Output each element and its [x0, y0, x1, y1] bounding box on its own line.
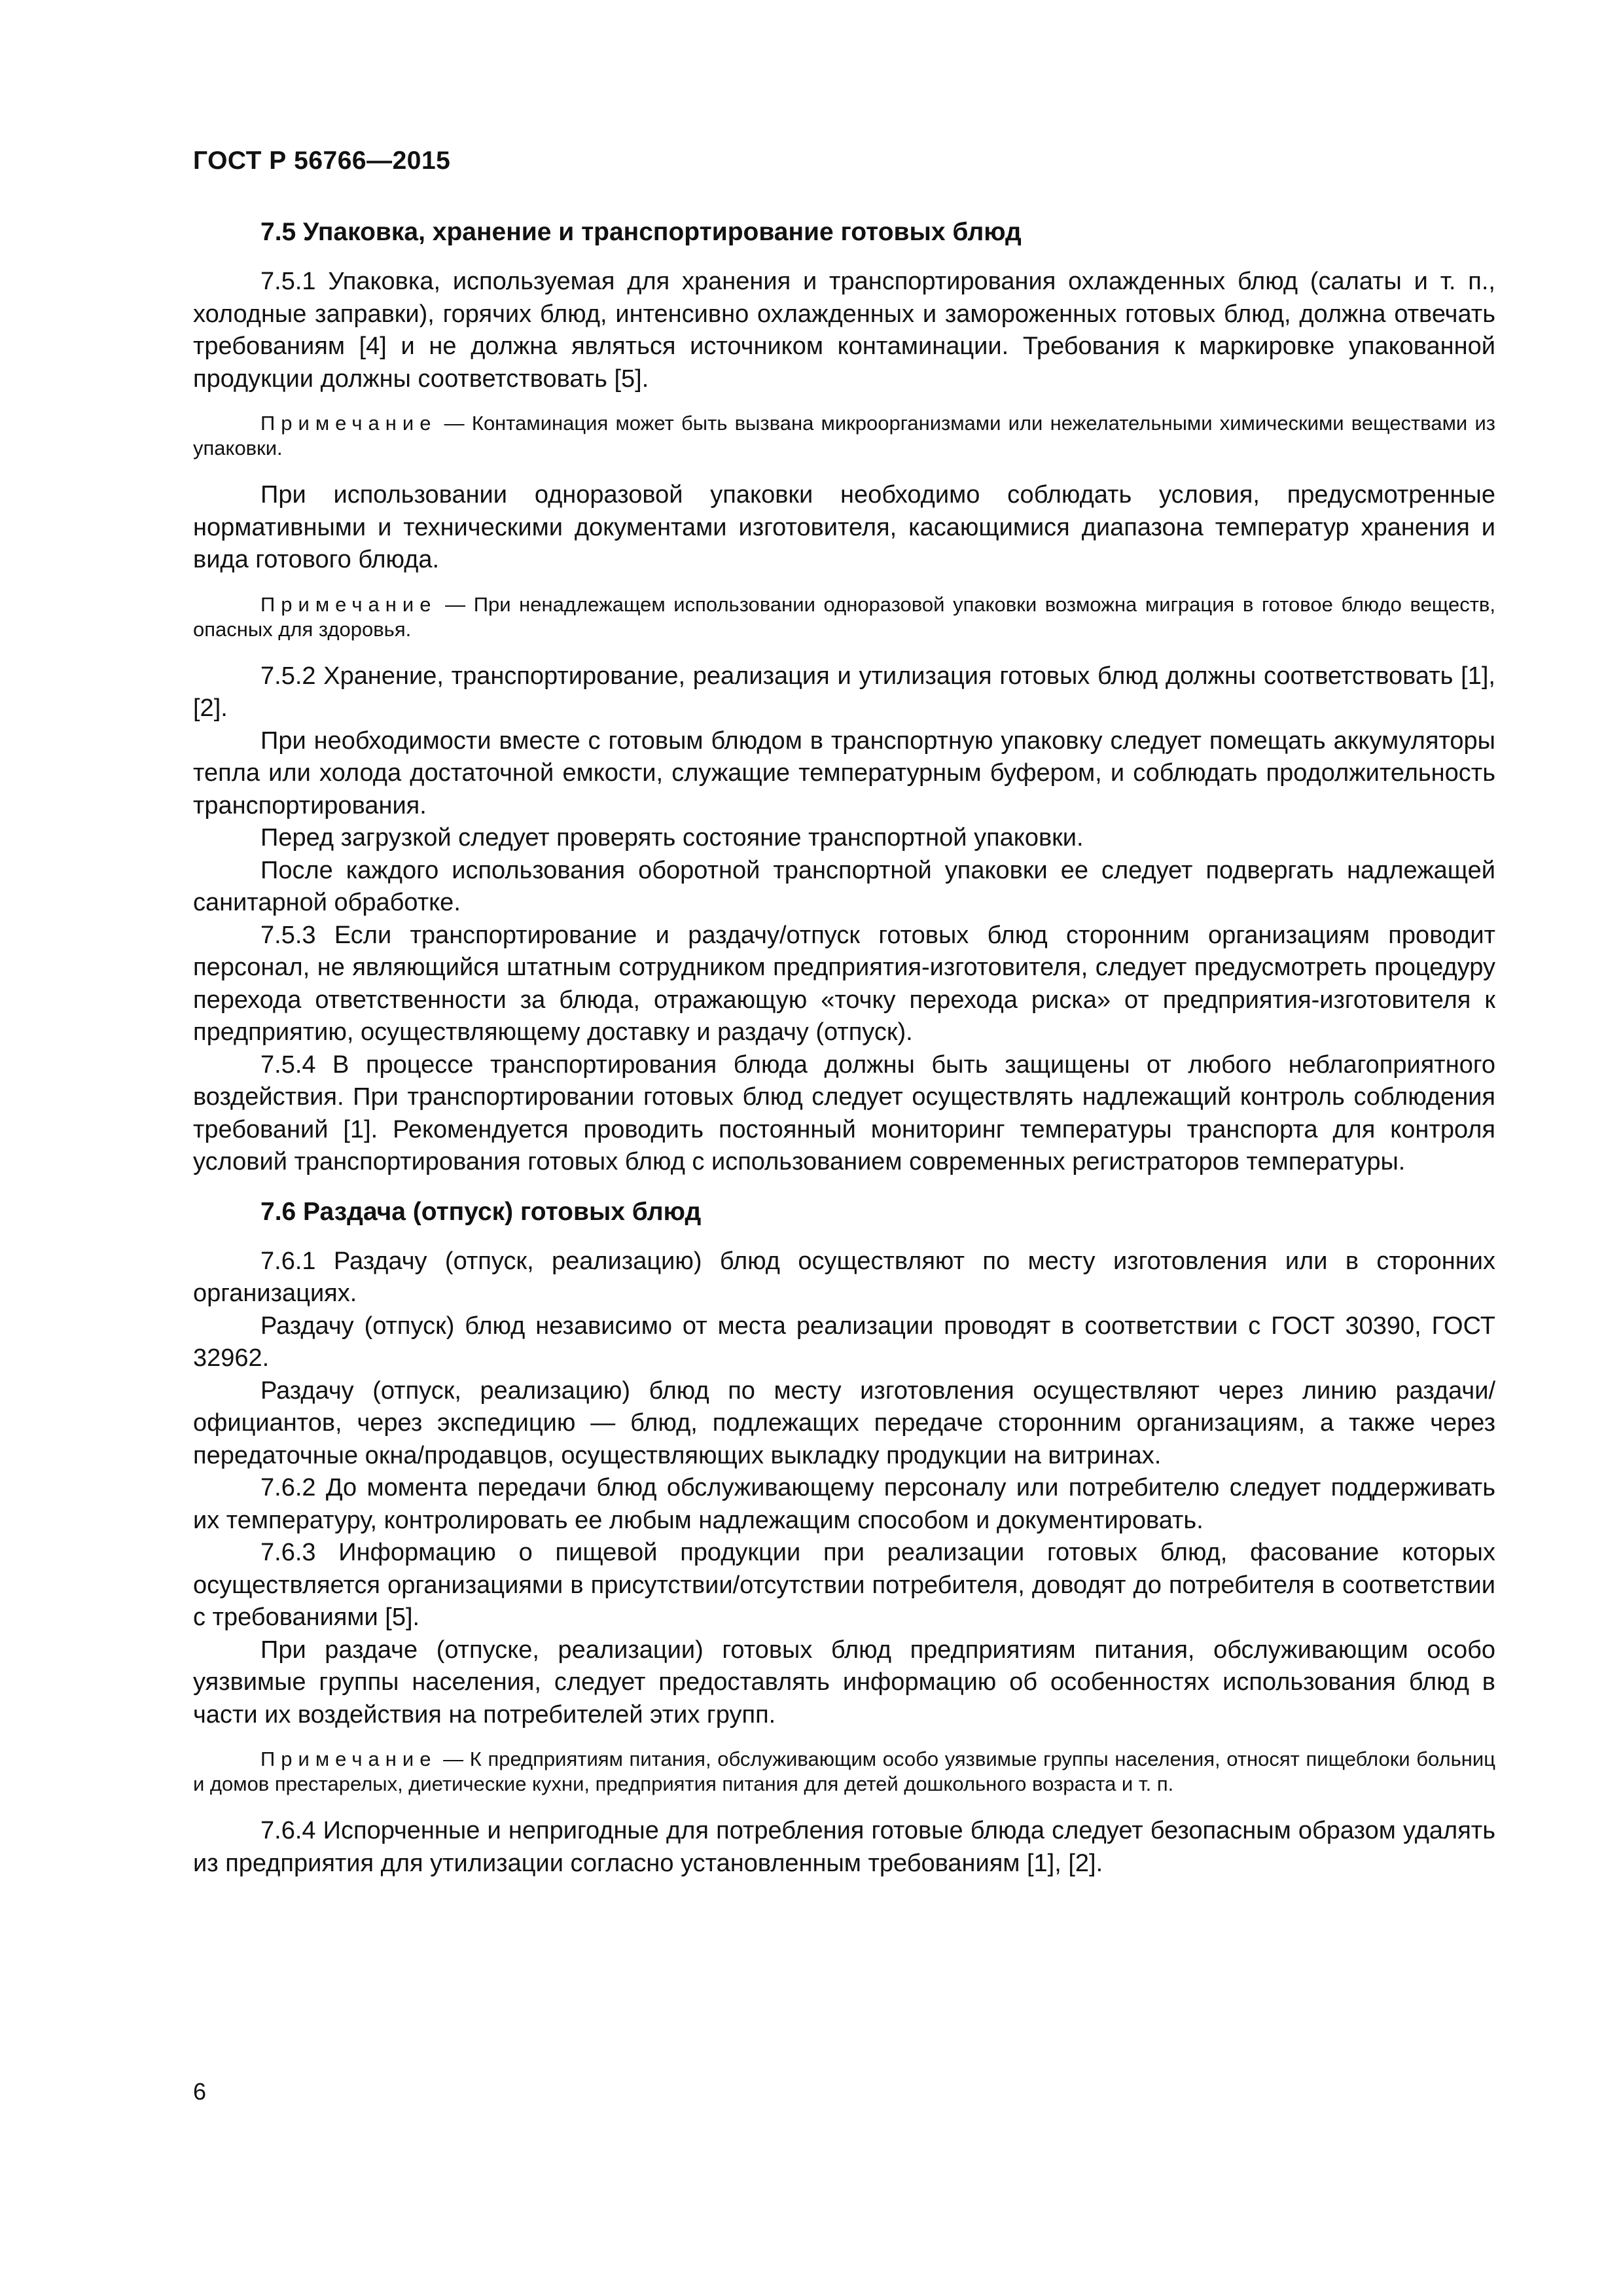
paragraph-check-packaging: Перед загрузкой следует проверять состояние транспортной упаковки. — [260, 824, 1084, 852]
page-number: 6 — [193, 2078, 207, 2105]
paragraph-7-5-4: 7.5.4 В процессе транспортирования блюда должны быть защищены от любого неблагоприятного воздействия. При транспортировании готовых блюд следует осуществлять надлежащий контроль соблюдения требований [1]. Рекомендуется проводить постоянный мониторинг температуры транспорта для контроля условий транспортирования готовых блюд с использованием современных регистраторов температуры. — [193, 1050, 1495, 1175]
paragraph-7-6-4: 7.6.4 Испорченные и непригодные для потребления готовые блюда следует безопасным образом удалять из предприятия для утилизации согласно установленным требованиям [1], [2]. — [193, 1817, 1495, 1877]
paragraph-gost-reference: Раздачу (отпуск) блюд независимо от места реализации проводят в соответствии с ГОСТ 30390, ГОСТ 32962. — [193, 1312, 1495, 1372]
note-catering-enterprises — [193, 1747, 1495, 1797]
note-migration — [193, 592, 1495, 642]
document-header: ГОСТ Р 56766—2015 — [193, 147, 451, 175]
paragraph-sanitary-treatment: После каждого использования оборотной транспортной упаковки ее следует подвергать надлежащей санитарной обработке. — [193, 856, 1495, 916]
note-contamination — [193, 411, 1495, 461]
paragraph-7-6-3: 7.6.3 Информацию о пищевой продукции при реализации готовых блюд, фасование которых осуществляется организациями в присутствии/отсутствии потребителя, доводят до потребителя в соответствии с требованиями [5]. — [193, 1539, 1495, 1631]
note-label: Примечание — [260, 592, 437, 616]
document-body — [193, 216, 1495, 1880]
paragraph-vulnerable-groups: При раздаче (отпуске, реализации) готовых блюд предприятиям питания, обслуживающим особо уязвимые группы населения, следует предоставлять информацию об особенностях использования блюд в части их воздействия на потребителей этих групп. — [193, 1636, 1495, 1729]
paragraph-7-6-2: 7.6.2 До момента передачи блюд обслуживающему персоналу или потребителю следует поддерживать их температуру, контролировать ее любым надлежащим способом и документировать. — [193, 1474, 1495, 1534]
paragraph-7-6-1: 7.6.1 Раздачу (отпуск, реализацию) блюд осуществляют по месту изготовления или в сторонних организациях. — [193, 1247, 1495, 1307]
note-text: — Контаминация может быть вызвана микроорганизмами или нежелательными химическими веществами из упаковки. — [193, 412, 1495, 459]
paragraph-7-5-2: 7.5.2 Хранение, транспортирование, реализация и утилизация готовых блюд должны соответствовать [1], [2]. — [193, 662, 1495, 722]
note-label: Примечание — [260, 412, 437, 435]
paragraph-serving-line: Раздачу (отпуск, реализацию) блюд по месту изготовления осуществляют через линию раздачи/официантов, через экспедицию — блюд, подлежащих передаче сторонним организациям, а также через передаточные окна/продавцов, осуществляющих выкладку продукции на витринах. — [193, 1376, 1495, 1469]
paragraph-7-5-3: 7.5.3 Если транспортирование и раздачу/отпуск готовых блюд сторонним организациям проводит персонал, не являющийся штатным сотрудником предприятия-изготовителя, следует предусмотреть процедуру перехода ответственности за блюда, отражающую «точку перехода риска» от предприятия-изготовителя к предприятию, осуществляющему доставку и раздачу (отпуск). — [193, 921, 1495, 1046]
section-7-6-title: 7.6 Раздача (отпуск) готовых блюд — [260, 1197, 702, 1226]
note-text: — К предприятиям питания, обслуживающим особо уязвимые группы населения, относят пищеблоки больниц и домов престарелых, диетические кухни, предприятия питания для детей дошкольного возраста и т. п. — [193, 1748, 1495, 1795]
section-7-5-title: 7.5 Упаковка, хранение и транспортирование готовых блюд — [260, 218, 1022, 246]
paragraph-7-5-1: 7.5.1 Упаковка, используемая для хранения и транспортирования охлажденных блюд (салаты и т. п., холодные заправки), горячих блюд, интенсивно охлажденных и замороженных готовых блюд, должна отвечать требованиям [4] и не должна являться источником контаминации. Требования к маркировке упакованной продукции должны соответствовать [5]. — [193, 268, 1495, 393]
paragraph-disposable-packaging: При использовании одноразовой упаковки необходимо соблюдать условия, предусмотренные нормативными и техническими документами изготовителя, касающимися диапазона температур хранения и вида готового блюда. — [193, 481, 1495, 573]
note-label: Примечание — [260, 1748, 437, 1770]
paragraph-heat-accumulators: При необходимости вместе с готовым блюдом в транспортную упаковку следует помещать аккумуляторы тепла или холода достаточной емкости, служащие температурным буфером, и соблюдать продолжительность транспортирования. — [193, 726, 1495, 819]
note-text: — При ненадлежащем использовании одноразовой упаковки возможна миграция в готовое блюдо веществ, опасных для здоровья. — [193, 592, 1495, 641]
